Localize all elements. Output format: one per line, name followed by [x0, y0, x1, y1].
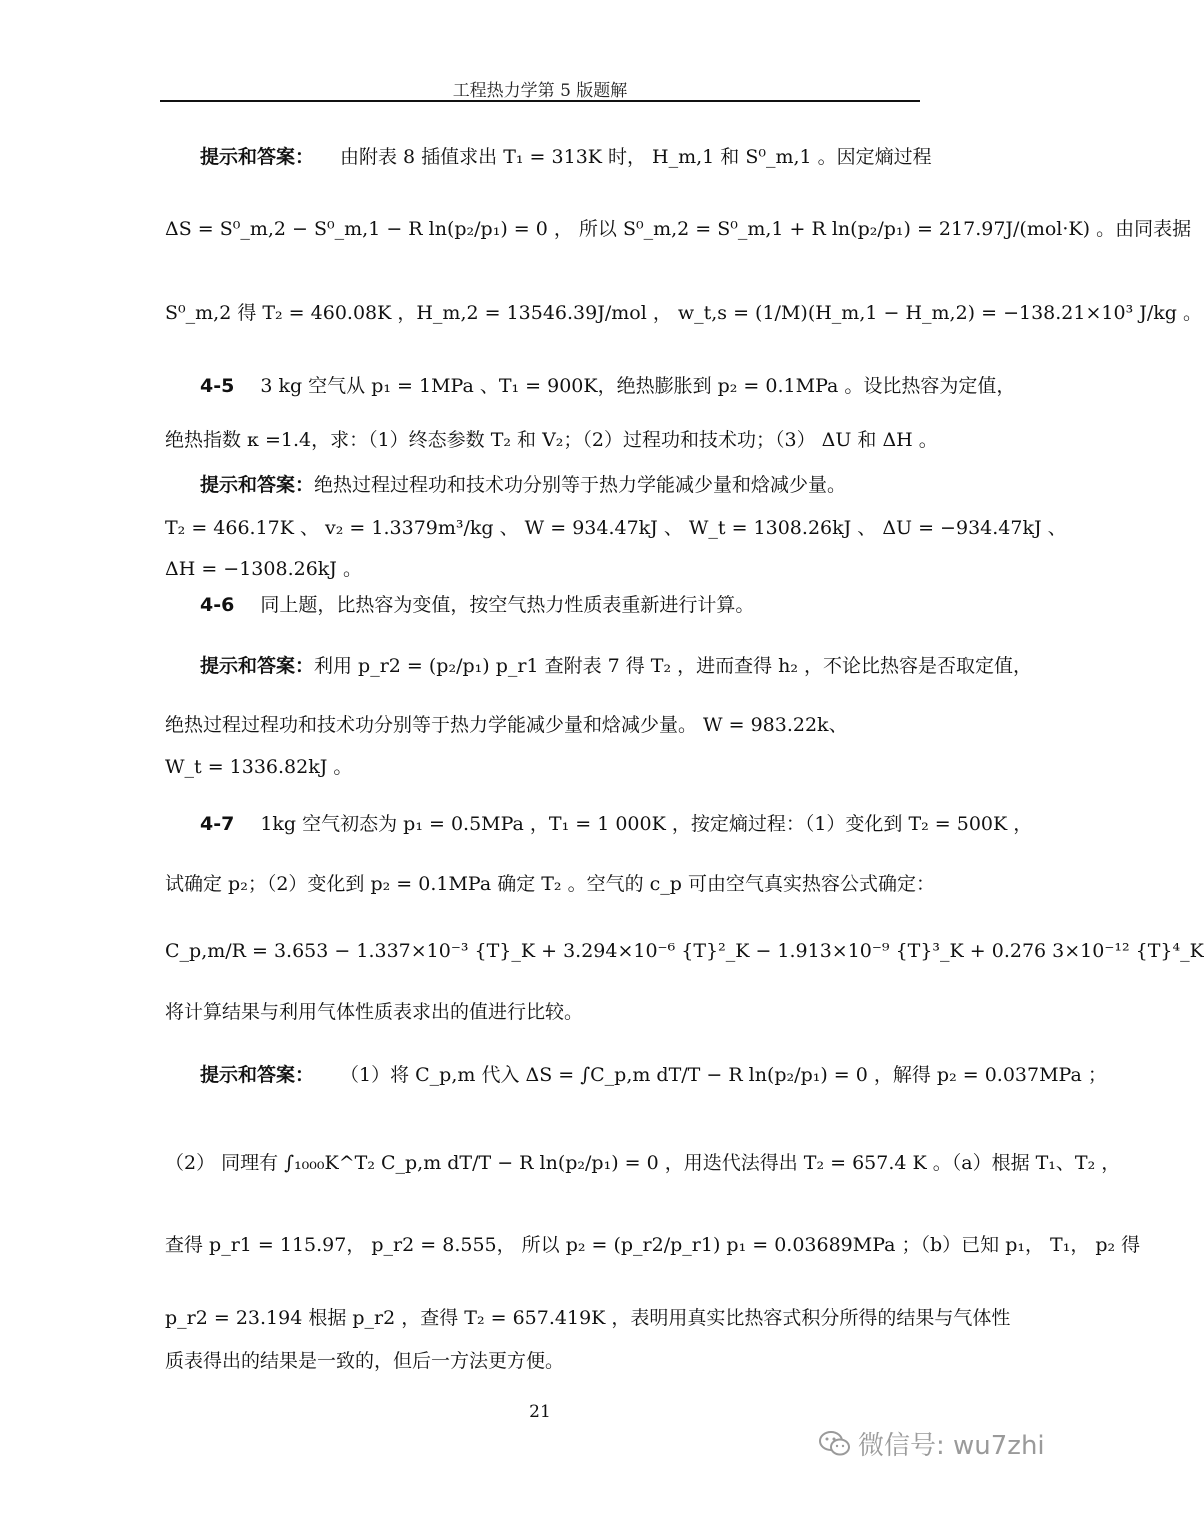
text-line: 绝热指数 κ =1.4，求：（1）终态参数 T₂ 和 V₂；（2）过程功和技术功；（3） ΔU 和 ΔH 。 — [165, 429, 938, 451]
page-number: 21 — [529, 1402, 551, 1422]
text-line: ΔH = −1308.26kJ 。 — [165, 558, 362, 580]
watermark-text: 微信号: wu7zhi — [858, 1431, 1045, 1461]
text-line: 查得 p_r1 = 115.97， p_r2 = 8.555， 所以 p₂ = (p_r2/p_r1) p₁ = 0.03689MPa ；（b）已知 p₁， T₁， p₂ 得 — [165, 1234, 1141, 1256]
text-line: 试确定 p₂；（2）变化到 p₂ = 0.1MPa 确定 T₂ 。空气的 c_p 可由空气真实热容公式确定： — [165, 873, 935, 895]
text-line: ΔS = S⁰_m,2 − S⁰_m,1 − R ln(p₂/p₁) = 0 ， 所以 S⁰_m,2 = S⁰_m,1 + R ln(p₂/p₁) = 217.97J/(mol·K) 。由同表据 — [165, 218, 1192, 240]
text-line: S⁰_m,2 得 T₂ = 460.08K ，H_m,2 = 13546.39J/mol ， w_t,s = (1/M)(H_m,1 − H_m,2) = −138.21×10³ J/kg 。 — [165, 302, 1202, 324]
formula-line: C_p,m/R = 3.653 − 1.337×10⁻³ {T}_K + 3.294×10⁻⁶ {T}²_K − 1.913×10⁻⁹ {T}³_K + 0.276 3×10⁻¹² {T}⁴_K — [165, 940, 1204, 962]
text-line: 提示和答案： 由附表 8 插值求出 T₁ = 313K 时， H_m,1 和 S⁰_m,1 。因定熵过程 — [200, 146, 932, 168]
text-line: 4-5 3 kg 空气从 p₁ = 1MPa 、T₁ = 900K，绝热膨胀到 p₂ = 0.1MPa 。设比热容为定值， — [200, 375, 1016, 397]
text-line: 绝热过程过程功和技术功分别等于热力学能减少量和焓减少量。 W = 983.22k、 — [165, 714, 848, 736]
text-line: W_t = 1336.82kJ 。 — [165, 756, 353, 778]
page-header: 工程热力学第 5 版题解 — [452, 81, 628, 101]
wechat-icon — [818, 1430, 852, 1458]
text-line: 质表得出的结果是一致的，但后一方法更方便。 — [165, 1350, 565, 1372]
text-line: 提示和答案： （1）将 C_p,m 代入 ΔS = ∫C_p,m dT/T − R ln(p₂/p₁) = 0 ，解得 p₂ = 0.037MPa ； — [200, 1064, 1107, 1086]
text-line: 将计算结果与利用气体性质表求出的值进行比较。 — [165, 1001, 584, 1023]
text-line: （2） 同理有 ∫₁₀₀₀K^T₂ C_p,m dT/T − R ln(p₂/p₁) = 0 ，用迭代法得出 T₂ = 657.4 K 。（a）根据 T₁、T₂ ， — [165, 1152, 1121, 1174]
watermark — [818, 1425, 1045, 1462]
header-rule — [160, 100, 920, 102]
text-line: 4-7 1kg 空气初态为 p₁ = 0.5MPa ，T₁ = 1 000K ，按定熵过程：（1）变化到 T₂ = 500K ， — [200, 813, 1033, 835]
text-line: p_r2 = 23.194 根据 p_r2 ，查得 T₂ = 657.419K ，表明用真实比热容式积分所得的结果与气体性 — [165, 1307, 1011, 1329]
text-line: 提示和答案：利用 p_r2 = (p₂/p₁) p_r1 查附表 7 得 T₂ ，进而查得 h₂ ，不论比热容是否取定值， — [200, 655, 1033, 677]
text-line: T₂ = 466.17K 、 v₂ = 1.3379m³/kg 、 W = 934.47kJ 、 W_t = 1308.26kJ 、 ΔU = −934.47kJ 、 — [165, 517, 1067, 539]
text-line: 4-6 同上题，比热容为变值，按空气热力性质表重新进行计算。 — [200, 594, 755, 616]
text-line: 提示和答案：绝热过程过程功和技术功分别等于热力学能减少量和焓减少量。 — [200, 474, 847, 496]
